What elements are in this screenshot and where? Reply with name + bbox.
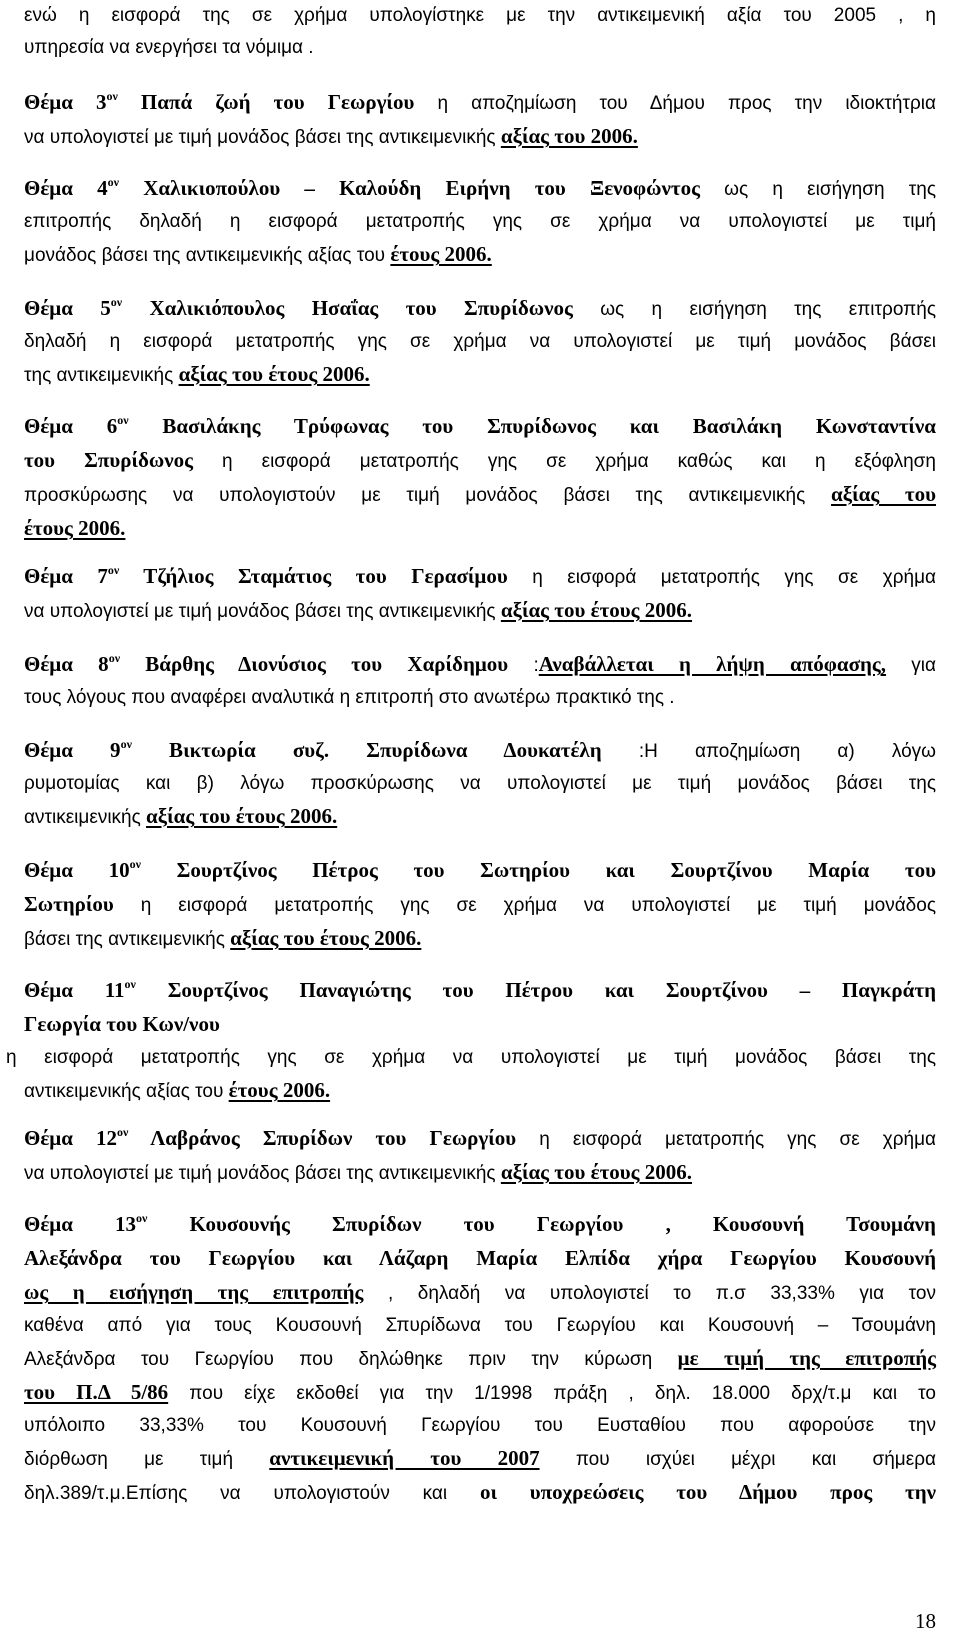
item-label: Θέμα $9^{o\nu}$ bbox=[24, 737, 132, 762]
person-name: Χαλικιοπούλου – Καλούδη Ειρήνη του Ξενοφώντος bbox=[119, 176, 700, 200]
person-name: Βασιλάκης Τρύφωνας του Σπυρίδωνος και Βασιλάκη Κωνσταντίνα bbox=[128, 414, 936, 438]
item-label: Θέμα $10^{o\nu}$ bbox=[24, 857, 141, 882]
underlined-emphasis: αξίας του έτους 2006. bbox=[500, 598, 693, 622]
person-name: του Σπυρίδωνος bbox=[24, 448, 193, 472]
person-name: Βάρθης Διονύσιος του Χαρίδημου bbox=[120, 652, 509, 676]
person-name: Σωτηρίου bbox=[24, 892, 114, 916]
item-label: Θέμα $8^{o\nu}$ bbox=[24, 651, 121, 676]
item-8: Θέμα $8^{o\nu}$ Βάρθης Διονύσιος του Χαρίδημου :Αναβάλλεται η λήψη απόφασης, για τους λόγους που αναφέρει αναλυτικά η επιτροπή στο ανωτέρω πρακτικό της . bbox=[24, 651, 937, 708]
underlined-emphasis: του Π.Δ 5/86 bbox=[24, 1380, 169, 1404]
underlined-emphasis: με τιμή της επιτροπής bbox=[677, 1346, 936, 1370]
underlined-emphasis: αξίας του 2006. bbox=[500, 124, 638, 148]
item-label: Θέμα $3^{o\nu}$ bbox=[24, 89, 118, 114]
underlined-emphasis: έτους 2006. bbox=[228, 1078, 331, 1102]
text-line: ενώ η εισφορά της σε χρήμα υπολογίστηκε με την αντικειμενική αξία του 2005 , η bbox=[24, 5, 936, 26]
underlined-emphasis: έτους 2006. bbox=[390, 242, 492, 266]
item-10: Θέμα $10^{o\nu}$ Σουρτζίνος Πέτρος του Σωτηρίου και Σουρτζίνου Μαρία του Σωτηρίου η εισφορά μετατροπής γης σε χρήμα να υπολογιστεί με τιμή μονάδος βάσει της αντικειμενικής αξίας του έτους 2006. bbox=[24, 857, 936, 950]
page-number: 18 bbox=[915, 1609, 936, 1633]
item-12: Θέμα $12^{o\nu}$ Λαβράνος Σπυρίδων του Γεωργίου η εισφορά μετατροπής γης σε χρήμα να υπολογιστεί με τιμή μονάδος βάσει της αντικειμενικής αξίας του έτους 2006. bbox=[24, 1125, 937, 1184]
item-label: Θέμα $12^{o\nu}$ bbox=[24, 1125, 129, 1150]
item-13: Θέμα $13^{o\nu}$ Κουσουνής Σπυρίδων του Γεωργίου , Κουσουνή Τσουμάνη Αλεξάνδρα του Γεωργίου και Λάζαρη Μαρία Ελπίδα χήρα Γεωργίου Κουσουνή ως η εισήγηση της επιτροπής , δηλαδή να υπολογιστεί το π.σ 33,33% για τον καθένα από για τους Κουσουνή Σπυρίδωνα του Γεωργίου και Κουσουνή – Τσουμάνη Αλεξάνδρα του Γεωργίου που δηλώθηκε πριν την κύρωση με τιμή της επιτροπής του Π.Δ 5/86 που είχε εκδοθεί για την 1/1998 πράξη , δηλ. 18.000 δρχ/τ.μ και το υπόλοιπο 33,33% του Κουσουνή Γεωργίου του Ευσταθίου που αφορούσε την διόρθωση με τιμή αντικειμενική του 2007 που ισχύει μέχρι και σήμερα δηλ.389/τ.μ.Επίσης να υπολογιστούν και οι υποχρεώσεις του Δήμου προς την bbox=[24, 1211, 937, 1504]
person-name: Παπά ζωή του Γεωργίου bbox=[117, 90, 415, 114]
person-name: Σουρτζίνος Πέτρος του Σωτηρίου και Σουρτζίνου Μαρία του bbox=[140, 858, 936, 882]
item-label: Θέμα $6^{o\nu}$ bbox=[24, 413, 129, 438]
item-7: Θέμα $7^{o\nu}$ Τζήλιος Σταμάτιος του Γερασίμου η εισφορά μετατροπής γης σε χρήμα να υπολογιστεί με τιμή μονάδος βάσει της αντικειμενικής αξίας του έτους 2006. bbox=[24, 563, 936, 622]
item-9: Θέμα $9^{o\nu}$ Βικτωρία συζ. Σπυρίδωνα Δουκατέλη :Η αποζημίωση α) λόγω ρυμοτομίας και β) λόγω προσκύρωσης να υπολογιστεί με τιμή μονάδος βάσει της αντικειμενικής αξίας του έτους 2006. bbox=[24, 737, 936, 828]
item-label: Θέμα $5^{o\nu}$ bbox=[24, 295, 123, 320]
underlined-emphasis: αξίας του έτους 2006. bbox=[146, 804, 338, 828]
underlined-emphasis: αξίας του έτους 2006. bbox=[178, 362, 370, 386]
person-name: Τζήλιος Σταμάτιος του Γερασίμου bbox=[119, 564, 508, 588]
item-label: Θέμα $13^{o\nu}$ bbox=[24, 1211, 148, 1236]
person-name: Σουρτζίνος Παναγιώτης του Πέτρου και Σουρτζίνου – Παγκράτη bbox=[135, 978, 936, 1002]
item-11: Θέμα $11^{o\nu}$ Σουρτζίνος Παναγιώτης του Πέτρου και Σουρτζίνου – Παγκράτη Γεωργία του Κων/νου η εισφορά μετατροπής γης σε χρήμα να υπολογιστεί με τιμή μονάδος βάσει της αντικειμενικής αξίας του έτους 2006. bbox=[6, 977, 936, 1102]
underlined-emphasis: αξίας του bbox=[831, 482, 936, 506]
item-3: Θέμα $3^{o\nu}$ Παπά ζωή του Γεωργίου η αποζημίωση του Δήμου προς την ιδιοκτήτρια να υπολογιστεί με τιμή μονάδος βάσει της αντικειμενικής αξίας του 2006. bbox=[24, 89, 937, 148]
item-label: Θέμα $11^{o\nu}$ bbox=[24, 977, 136, 1002]
person-name: Λαβράνος Σπυρίδων του Γεωργίου bbox=[128, 1126, 517, 1150]
underlined-emphasis: αξίας του έτους 2006. bbox=[230, 926, 422, 950]
underlined-emphasis: έτους 2006. bbox=[24, 516, 126, 540]
item-4: Θέμα $4^{o\nu}$ Χαλικιοπούλου – Καλούδη Ειρήνη του Ξενοφώντος ως η εισήγηση της επιτροπής δηλαδή η εισφορά μετατροπής γης σε χρήμα να υπολογιστεί με τιμή μονάδος βάσει της αντικειμενικής αξίας του έτους 2006. bbox=[24, 175, 936, 266]
person-name: Κουσουνής Σπυρίδων του Γεωργίου , Κουσουνή Τσουμάνη bbox=[147, 1212, 936, 1236]
text-line: υπηρεσία να ενεργήσει τα νόμιμα . bbox=[24, 37, 314, 58]
underlined-emphasis: αξίας του έτους 2006. bbox=[500, 1160, 693, 1184]
item-5: Θέμα $5^{o\nu}$ Χαλικιόπουλος Ησαΐας του Σπυρίδωνος ως η εισήγηση της επιτροπής δηλαδή η εισφορά μετατροπής γης σε χρήμα να υπολογιστεί με τιμή μονάδος βάσει της αντικειμενικής αξίας του έτους 2006. bbox=[24, 295, 936, 386]
bold-phrase: οι υποχρεώσεις του Δήμου προς την bbox=[479, 1480, 937, 1504]
underlined-emphasis: ως η εισήγηση της επιτροπής bbox=[24, 1280, 364, 1304]
paragraph-continuation bbox=[24, 0, 936, 64]
item-6: Θέμα $6^{o\nu}$ Βασιλάκης Τρύφωνας του Σπυρίδωνος και Βασιλάκη Κωνσταντίνα του Σπυρίδωνος η εισφορά μετατροπής γης σε χρήμα καθώς και η εξόφληση προσκύρωσης να υπολογιστούν με τιμή μονάδος βάσει της αντικειμενικής αξίας του έτους 2006. bbox=[24, 413, 936, 540]
person-name: Χαλικιόπουλος Ησαΐας του Σπυρίδωνος bbox=[122, 296, 573, 320]
underlined-emphasis: Αναβάλλεται η λήψη απόφασης, bbox=[538, 652, 887, 676]
item-label: Θέμα $7^{o\nu}$ bbox=[24, 563, 120, 588]
item-label: Θέμα $4^{o\nu}$ bbox=[24, 175, 120, 200]
person-name: Αλεξάνδρα του Γεωργίου και Λάζαρη Μαρία Ελπίδα χήρα Γεωργίου Κουσουνή bbox=[24, 1246, 936, 1270]
person-name: Γεωργία του Κων/νου bbox=[24, 1012, 220, 1036]
underlined-emphasis: αντικειμενική του 2007 bbox=[269, 1446, 540, 1470]
person-name: Βικτωρία συζ. Σπυρίδωνα Δουκατέλη bbox=[131, 738, 602, 762]
